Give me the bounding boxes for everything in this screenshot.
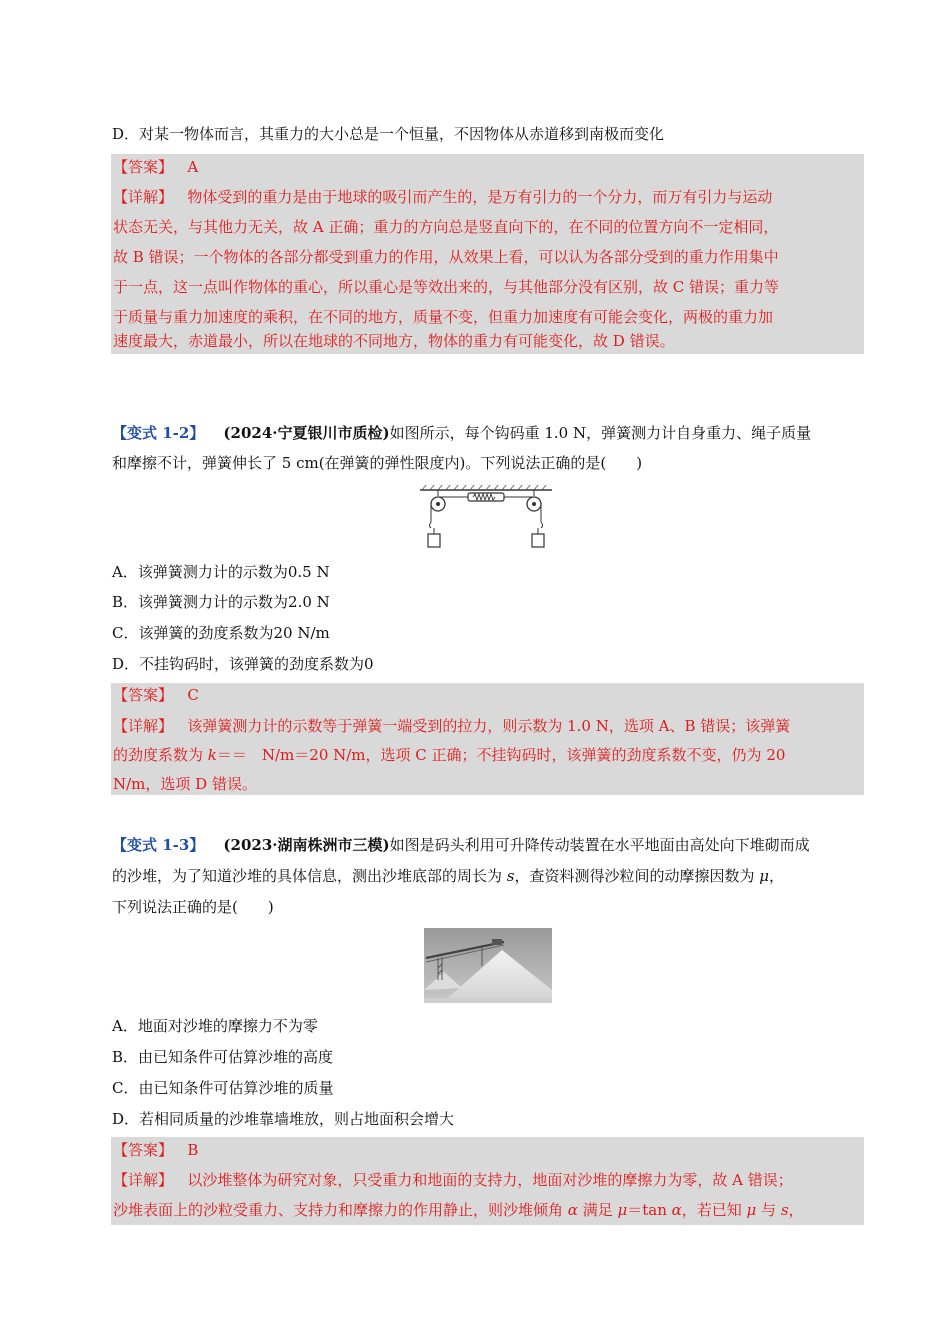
q2-detail-line-2 [113, 744, 785, 766]
q3-answer-block [111, 1137, 864, 1225]
q2-answer-block [111, 683, 864, 795]
q1-detail-line-3: 故 B 错误；一个物体的各部分都受到重力的作用，从效果上看，可以认为各部分受到的重力作用集中 [113, 248, 779, 266]
var-mu: μ [617, 1201, 628, 1219]
detail-text: 的劲度系数为 [113, 746, 208, 764]
spring-scale-figure [418, 484, 554, 552]
var-alpha: α [671, 1201, 682, 1219]
stem-text: 的沙堆，为了知道沙堆的具体信息，测出沙堆底部的周长为 [112, 867, 507, 885]
q2-source: (2024·宁夏银川市质检) [223, 424, 390, 442]
q2-detail-line-1 [113, 715, 790, 737]
q3-option-c: C．由已知条件可估算沙堆的质量 [112, 1079, 334, 1097]
q3-detail-line-2 [113, 1199, 804, 1221]
var-mu: μ [746, 1201, 757, 1219]
detail-text: 与 [756, 1201, 781, 1219]
q2-stem-text: 如图所示，每个钩码重 1.0 N，弹簧测力计自身重力、绳子质量 [389, 424, 812, 442]
detail-text: ＝tan [627, 1201, 672, 1219]
q1-detail-line-1 [113, 186, 772, 208]
q3-stem-line-2 [112, 865, 784, 887]
detail-label: 【详解】 [113, 717, 174, 735]
var-s: s [780, 1201, 789, 1219]
q2-option-d: D．不挂钩码时，该弹簧的劲度系数为0 [112, 655, 374, 673]
var-k: k [207, 746, 217, 764]
q2-tag: 【变式 1-2】 [112, 424, 205, 442]
q2-detail-line-3: N/m，选项 D 错误。 [113, 775, 257, 793]
answer-label: 【答案】 [113, 1141, 174, 1159]
q1-detail-line-4: 于一点，这一点叫作物体的重心，所以重心是等效出来的，与其他部分没有区别，故 C 错误；重力等 [113, 278, 780, 296]
q2-option-a: A．该弹簧测力计的示数为0.5 N [112, 563, 330, 581]
detail-text: 该弹簧测力计的示数等于弹簧一端受到的拉力，则示数为 1.0 N，选项 A、B 错误；该弹簧 [187, 717, 791, 735]
answer-value: B [187, 1141, 199, 1159]
q3-option-a: A．地面对沙堆的摩擦力不为零 [112, 1017, 318, 1035]
var-s: s [506, 867, 515, 885]
q3-option-b: B．由已知条件可估算沙堆的高度 [112, 1048, 334, 1066]
detail-text: ，若已知 [681, 1201, 747, 1219]
var-mu: μ [759, 867, 770, 885]
sand-pile-photo [424, 928, 552, 1003]
var-alpha: α [567, 1201, 578, 1219]
detail-text: ， [788, 1201, 804, 1219]
q2-stem-line-1 [112, 422, 811, 444]
q3-stem-line-1 [112, 834, 810, 856]
q2-option-c: C．该弹簧的劲度系数为20 N/m [112, 624, 330, 642]
q2-answer-line [113, 684, 199, 706]
stem-text: ，查资料测得沙粒间的动摩擦因数为 [514, 867, 760, 885]
q1-detail-line-2: 状态无关，与其他力无关，故 A 正确；重力的方向总是竖直向下的，在不同的位置方向不一定相同， [113, 218, 779, 236]
q1-answer-line [113, 156, 198, 178]
q3-source: (2023·湖南株洲市三模) [223, 836, 390, 854]
q1-detail-line-6: 速度最大，赤道最小，所以在地球的不同地方，物体的重力有可能变化，故 D 错误。 [113, 332, 675, 350]
q2-stem-line-2: 和摩擦不计，弹簧伸长了 5 cm(在弹簧的弹性限度内)。下列说法正确的是( ) [112, 454, 643, 472]
detail-text: 物体受到的重力是由于地球的吸引而产生的，是万有引力的一个分力，而万有引力与运动 [187, 188, 773, 206]
q3-option-d: D．若相同质量的沙堆靠墙堆放，则占地面积会增大 [112, 1110, 455, 1128]
q3-stem-line-3: 下列说法正确的是( ) [112, 898, 274, 916]
answer-label: 【答案】 [113, 686, 174, 704]
q1-answer-block [111, 154, 864, 354]
detail-text: 沙堆表面上的沙粒受重力、支持力和摩擦力的作用静止，则沙堆倾角 [113, 1201, 568, 1219]
answer-label: 【答案】 [113, 158, 174, 176]
answer-value: A [187, 158, 199, 176]
q3-stem-text: 如图是码头利用可升降传动装置在水平地面由高处向下堆砌而成 [389, 836, 810, 854]
q3-answer-line [113, 1139, 198, 1161]
q2-option-b: B．该弹簧测力计的示数为2.0 N [112, 593, 330, 611]
detail-text: 以沙堆整体为研究对象，只受重力和地面的支持力，地面对沙堆的摩擦力为零，故 A 错误； [187, 1171, 793, 1189]
answer-value: C [187, 686, 199, 704]
q1-option-d: D．对某一物体而言，其重力的大小总是一个恒量，不因物体从赤道移到南极而变化 [112, 125, 665, 143]
q3-detail-line-1 [113, 1169, 793, 1191]
detail-label: 【详解】 [113, 1171, 174, 1189]
detail-label: 【详解】 [113, 188, 174, 206]
q3-tag: 【变式 1-3】 [112, 836, 205, 854]
detail-text: ＝＝ N/m＝20 N/m，选项 C 正确；不挂钩码时，该弹簧的劲度系数不变，仍为 20 [216, 746, 786, 764]
detail-text: 满足 [577, 1201, 618, 1219]
stem-text: ， [769, 867, 785, 885]
q1-detail-line-5: 于质量与重力加速度的乘积，在不同的地方，质量不变，但重力加速度有可能会变化，两极的重力加 [113, 308, 774, 326]
